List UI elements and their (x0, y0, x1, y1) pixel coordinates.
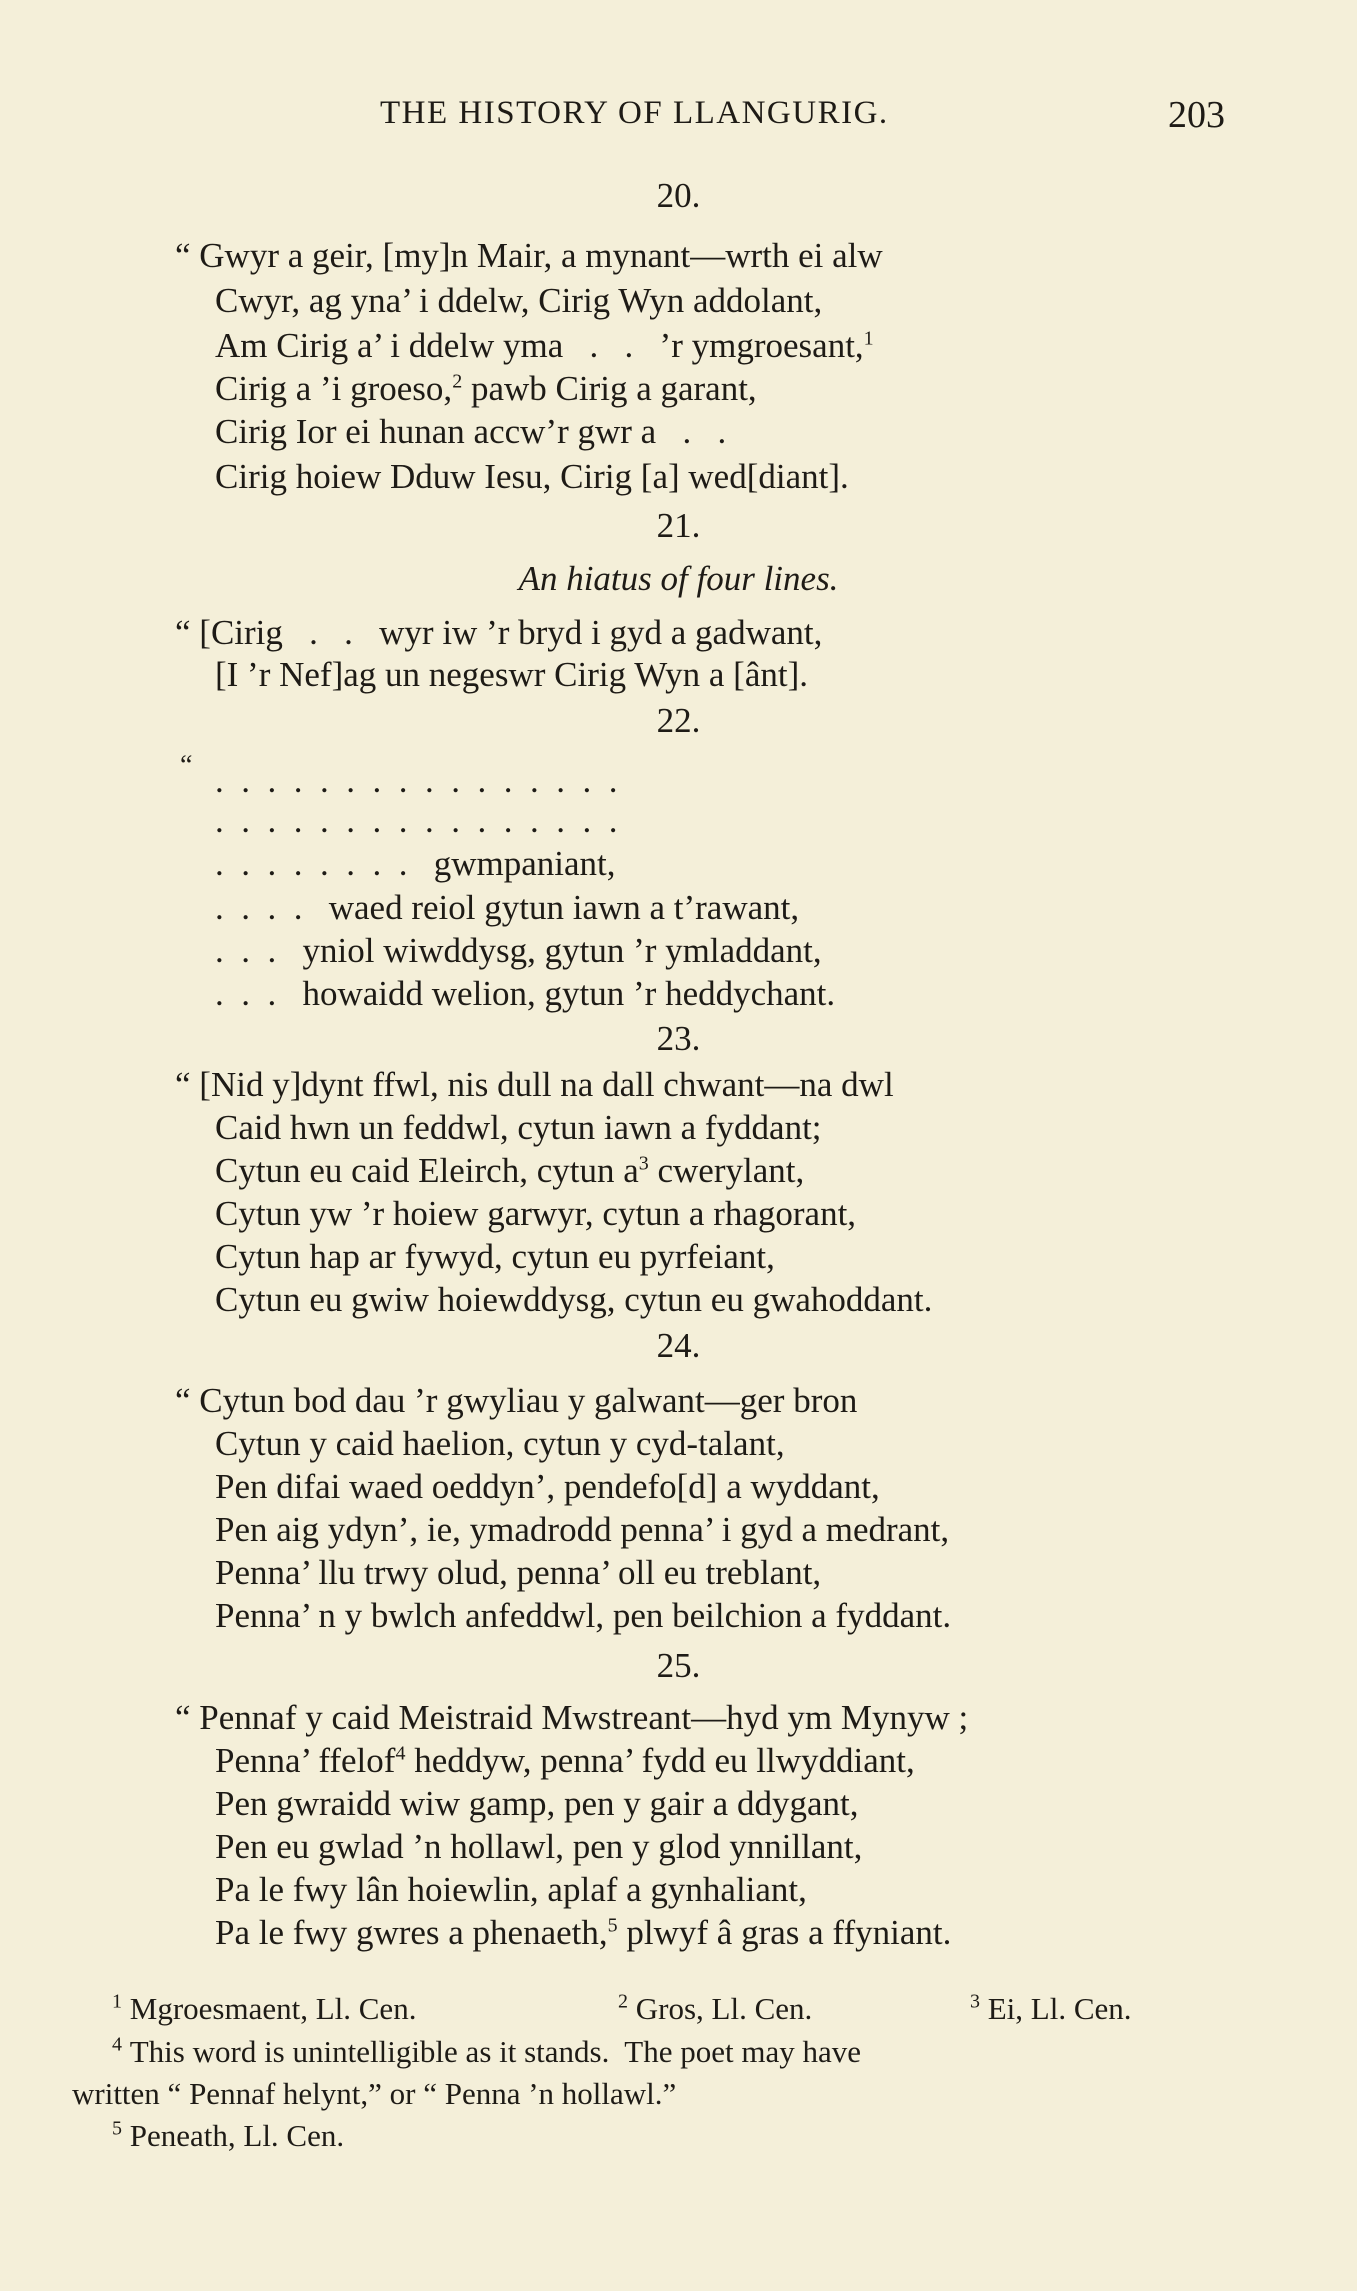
verse-line: Cirig hoiew Dduw Iesu, Cirig [a] wed[diant]. (215, 457, 849, 496)
verse-line: “ (180, 750, 193, 781)
verse-line: Cirig a ’i groeso,$^2$ pawb Cirig a garant, (215, 369, 757, 408)
verse-line: Cytun y caid haelion, cytun y cyd-talant, (215, 1424, 785, 1463)
verse-line: “ [Cirig . . wyr iw ’r bryd i gyd a gadwant, (175, 613, 823, 652)
running-title: THE HISTORY OF LLANGURIG. (380, 95, 889, 131)
footnote-3: Ei, Ll. Cen. (987, 1991, 1132, 2026)
footnote-mark: 4 (112, 2033, 122, 2056)
verse-line: “ Pennaf y caid Meistraid Mwstreant—hyd ym Mynyw ; (175, 1698, 969, 1737)
footnote-mark: 3 (970, 1990, 980, 2013)
footnote-ref: 5 (607, 1914, 618, 1937)
stanza-number: 22. (656, 701, 701, 740)
ellipsis-line: . . . . . . . . . . . . . . . . (215, 801, 618, 840)
stanza-number: 21. (656, 506, 701, 545)
verse-line: Am Cirig a’ i ddelw yma . . ’r ymgroesant,$^1$ (215, 326, 874, 365)
verse-line: Pen difai waed oeddyn’, pendefo[d] a wyddant, (215, 1467, 880, 1506)
verse-line: Penna’ ffelof$^4$ heddyw, penna’ fydd eu llwyddiant, (215, 1741, 915, 1780)
footnote-5: $^5$ Peneath, Ll. Cen. (112, 2117, 345, 2153)
verse-line: “ Gwyr a geir, [my]n Mair, a mynant—wrth ei alw (175, 236, 883, 275)
ellipsis-line: . . . . . . . . . . . . . . . . (215, 761, 618, 800)
verse-line: . . . . waed reiol gytun iawn a t’rawant, (215, 888, 800, 927)
verse-line: . . . howaidd welion, gytun ’r heddychant. (215, 974, 836, 1013)
footnote-ref: 3 (638, 1152, 649, 1175)
footnote-mark: 1 (112, 1990, 122, 2013)
footnote-4-line-1: $^4$ This word is unintelligible as it stands. The poet may have (112, 2033, 862, 2069)
stanza-number: 23. (656, 1019, 701, 1058)
verse-line: Pa le fwy lân hoiewlin, aplaf a gynhaliant, (215, 1870, 807, 1909)
verse-line: [I ’r Nef]ag un negeswr Cirig Wyn a [ânt]. (215, 655, 809, 694)
footnote-2: Gros, Ll. Cen. (635, 1991, 813, 2026)
stanza-number: 25. (656, 1646, 701, 1685)
footnotes-row-1 (0, 1990, 1357, 2028)
verse-line: Cirig Ior ei hunan accw’r gwr a . . (215, 412, 727, 451)
verse-line: Penna’ llu trwy olud, penna’ oll eu treblant, (215, 1553, 822, 1592)
verse-line: Cytun yw ’r hoiew garwyr, cytun a rhagorant, (215, 1194, 857, 1233)
verse-line: Cwyr, ag yna’ i ddelw, Cirig Wyn addolant, (215, 281, 823, 320)
verse-line: “ Cytun bod dau ’r gwyliau y galwant—ger bron (175, 1381, 858, 1420)
verse-line: Cytun hap ar fywyd, cytun eu pyrfeiant, (215, 1237, 775, 1276)
verse-line: Pen gwraidd wiw gamp, pen y gair a ddygant, (215, 1784, 859, 1823)
verse-line: Pen aig ydyn’, ie, ymadrodd penna’ i gyd a medrant, (215, 1510, 950, 1549)
editorial-note: An hiatus of four lines. (518, 559, 839, 598)
verse-line: Cytun eu caid Eleirch, cytun $a^3$ cwerylant, (215, 1151, 805, 1190)
verse-line: . . . . . . . . gwmpaniant, (215, 844, 616, 883)
verse-line: Pen eu gwlad ’n hollawl, pen y glod ynnillant, (215, 1827, 863, 1866)
footnote-mark: 5 (112, 2117, 122, 2140)
footnote-mark: 2 (618, 1990, 628, 2013)
running-header (0, 95, 1357, 139)
verse-line: . . . yniol wiwddysg, gytun ’r ymladdant, (215, 931, 822, 970)
stanza-number: 20. (656, 176, 701, 215)
footnote-4-line-2: written “ Pennaf helynt,” or “ Penna ’n hollawl.” (72, 2076, 677, 2111)
footnote-ref: 2 (452, 370, 463, 393)
verse-line: Penna’ n y bwlch anfeddwl, pen beilchion a fyddant. (215, 1596, 952, 1635)
footnote-1: Mgroesmaent, Ll. Cen. (129, 1991, 417, 2026)
stanza-number: 24. (656, 1326, 701, 1365)
footnote-ref: 4 (395, 1742, 406, 1765)
verse-line: “ [Nid y]dynt ffwl, nis dull na dall chwant—na dwl (175, 1065, 894, 1104)
footnote-ref: 1 (863, 327, 874, 350)
verse-line: Cytun eu gwiw hoiewddysg, cytun eu gwahoddant. (215, 1280, 933, 1319)
verse-line: Pa le fwy gwres a phenaeth,$^5$ plwyf â gras a ffyniant. (215, 1913, 952, 1952)
page-number: 203 (1168, 94, 1225, 136)
verse-line: Caid hwn un feddwl, cytun iawn a fyddant; (215, 1108, 822, 1147)
